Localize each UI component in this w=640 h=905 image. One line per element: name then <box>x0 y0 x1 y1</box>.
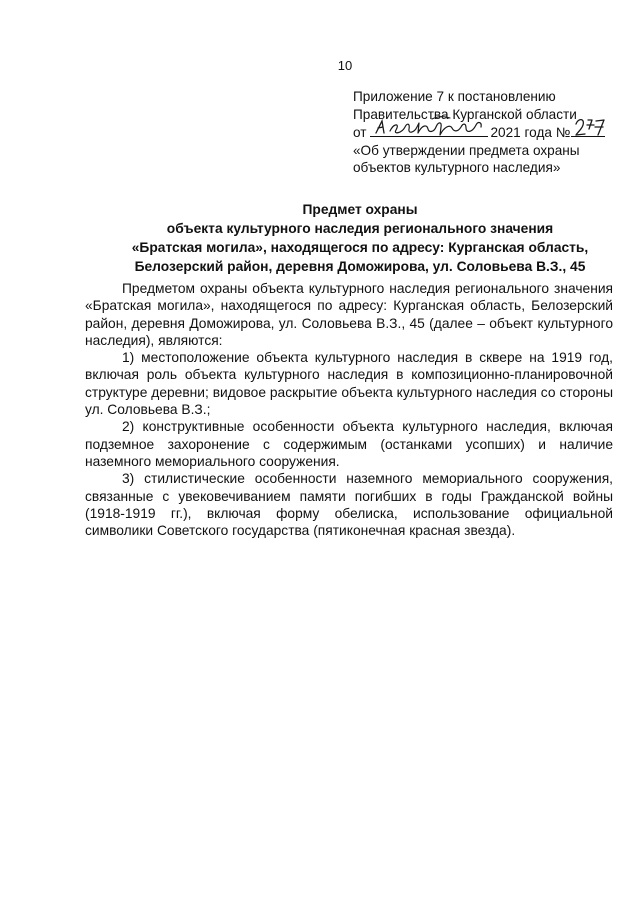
handwritten-number-field <box>571 123 605 137</box>
handwritten-date-field <box>370 123 488 137</box>
document-title <box>60 200 640 276</box>
title-line-2: объекта культурного наследия регионального значения <box>166 221 554 236</box>
document-body <box>85 280 613 539</box>
title-line-4: Белозерский район, деревня Доможирова, ул. Соловьева В.З., 45 <box>134 259 586 274</box>
title-line-1: Предмет охраны <box>302 202 418 217</box>
page-number: 10 <box>337 58 353 73</box>
appendix-line-1: Приложение 7 к постановлению <box>353 89 556 104</box>
appendix-line-5: объектов культурного наследия» <box>353 160 561 175</box>
handwritten-number-signature <box>573 115 607 139</box>
date-year: 2021 года № <box>490 125 571 140</box>
title-line-3: «Братская могила», находящегося по адресу: Курганская область, <box>131 240 589 255</box>
appendix-date-line <box>353 123 605 142</box>
handwritten-date-signature <box>372 115 490 139</box>
appendix-line-4: «Об утверждении предмета охраны <box>353 142 580 158</box>
paragraph-intro: Предметом охраны объекта культурного наследия регионального значения «Братская могила», находящегося по адресу: Курганская область, Белозерский район, деревня Доможирова, ул. Соловьева В.З., 45 (далее – объект культурного наследия), являются: <box>85 281 613 348</box>
appendix-header <box>353 88 605 177</box>
paragraph-item-2: 2) конструктивные особенности объекта культурного наследия, включая подземное захоронение с содержимым (останками усопших) и наличие наземного мемориального сооружения. <box>85 419 613 469</box>
date-prefix: от <box>353 125 367 140</box>
paragraph-item-3: 3) стилистические особенности наземного мемориального сооружения, связанные с увековечиванием памяти погибших в годы Гражданской войны (1918-1919 гг.), включая форму обелиска, использование официальной символики Советского государства (пятиконечная красная звезда). <box>85 471 613 539</box>
paragraph-item-1: 1) местоположение объекта культурного наследия в сквере на 1919 год, включая роль объекта культурного наследия в композиционно-планировочной структуре деревни; видовое раскрытие объекта культурного наследия со стороны ул. Соловьева В.З.; <box>85 350 613 418</box>
appendix-line-2: Правительства Курганской области <box>353 106 577 122</box>
